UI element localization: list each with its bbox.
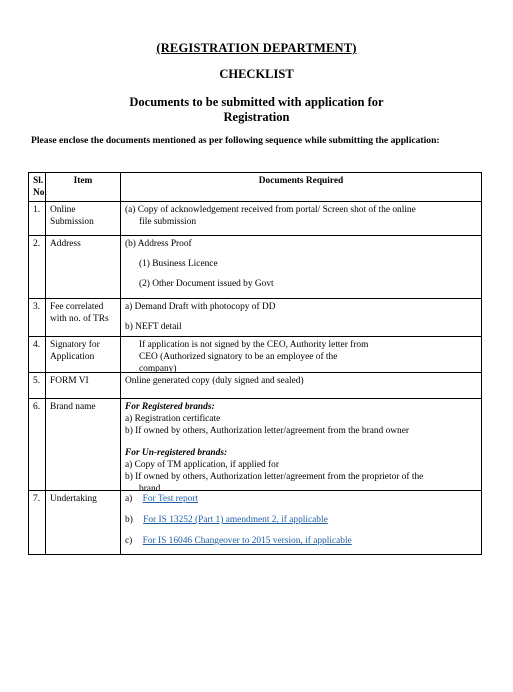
- row-item: Undertaking: [46, 491, 121, 555]
- document-line: b) NEFT detail: [125, 322, 182, 332]
- header-no-text: No.: [33, 188, 47, 198]
- row-sl: 1.: [29, 202, 46, 236]
- undertaking-item-a: [125, 493, 477, 505]
- row-item: Address: [46, 236, 121, 299]
- row-sl: 7.: [29, 491, 46, 555]
- row-sl: 2.: [29, 236, 46, 299]
- table-row: [29, 399, 482, 491]
- undertaking-item-b: [125, 514, 477, 526]
- item-line: Fee correlated: [50, 302, 104, 312]
- document-line: a) Demand Draft with photocopy of DD: [125, 302, 276, 312]
- header-documents-required: Documents Required: [121, 173, 482, 202]
- document-line: (2) Other Document issued by Govt: [139, 279, 274, 289]
- table-row: [29, 236, 482, 299]
- row-item: [46, 299, 121, 337]
- table-row: [29, 491, 482, 555]
- row-item: FORM VI: [46, 373, 121, 399]
- row-sl: 3.: [29, 299, 46, 337]
- header-item: Item: [46, 173, 121, 202]
- document-line: company): [139, 364, 177, 374]
- documents-title: [0, 95, 513, 125]
- row-documents: [121, 236, 482, 299]
- checklist-table: [28, 172, 482, 555]
- department-heading: (REGISTRATION DEPARTMENT): [156, 41, 357, 55]
- item-line: Application: [50, 352, 95, 362]
- table-row: [29, 373, 482, 399]
- item-line: Submission: [50, 217, 94, 227]
- documents-title-line2: Registration: [223, 110, 290, 124]
- document-line: file submission: [139, 217, 197, 227]
- item-line: Online: [50, 205, 76, 215]
- row-sl: 4.: [29, 337, 46, 373]
- row-documents: [121, 399, 482, 494]
- list-marker: c): [125, 536, 133, 546]
- row-item: [46, 337, 121, 373]
- unregistered-brands-heading: For Un-registered brands:: [125, 448, 228, 458]
- document-line: (1) Business Licence: [139, 259, 218, 269]
- document-line: b) If owned by others, Authorization letter/agreement from the brand owner: [125, 426, 410, 436]
- document-line: a) Copy of TM application, if applied for: [125, 460, 279, 470]
- documents-title-line1: Documents to be submitted with application for: [129, 95, 384, 109]
- header-sl-text: Sl.: [33, 176, 44, 186]
- row-documents: [121, 491, 482, 555]
- table-row: [29, 202, 482, 236]
- item-line: with no. of TRs: [50, 314, 109, 324]
- document-line: brand: [139, 484, 161, 494]
- item-line: Signatory for: [50, 340, 100, 350]
- row-sl: 5.: [29, 373, 46, 399]
- table-header-row: [29, 173, 482, 202]
- registered-brands-heading: For Registered brands:: [125, 402, 215, 412]
- document-line: CEO (Authorized signatory to be an employee of the: [139, 352, 338, 362]
- row-documents: Online generated copy (duly signed and sealed): [121, 373, 482, 399]
- list-marker: a): [125, 494, 133, 504]
- row-item: [46, 202, 121, 236]
- row-item: Brand name: [46, 399, 121, 491]
- table-row: [29, 299, 482, 337]
- list-marker: b): [125, 515, 133, 525]
- intro-instruction: Please enclose the documents mentioned as per following sequence while submitting the application:: [31, 135, 440, 146]
- checklist-heading: CHECKLIST: [219, 67, 294, 81]
- row-sl: 6.: [29, 399, 46, 491]
- is-13252-link[interactable]: For IS 13252 (Part 1) amendment 2, if applicable: [143, 515, 328, 525]
- test-report-link[interactable]: For Test report: [142, 494, 199, 504]
- table-row: [29, 337, 482, 373]
- document-line: (a) Copy of acknowledgement received from portal/ Screen shot of the online: [125, 205, 416, 215]
- row-documents: [121, 299, 482, 337]
- is-16046-link[interactable]: For IS 16046 Changeover to 2015 version, if applicable: [142, 536, 352, 546]
- row-documents: [121, 337, 482, 373]
- document-line: If application is not signed by the CEO, Authority letter from: [139, 340, 369, 350]
- undertaking-item-c: [125, 535, 477, 547]
- document-line: (b) Address Proof: [125, 239, 192, 249]
- document-line: a) Registration certificate: [125, 414, 221, 424]
- row-documents: [121, 202, 482, 236]
- document-line: b) If owned by others, Authorization letter/agreement from the proprietor of the: [125, 472, 424, 482]
- header-sl-no: [29, 173, 46, 202]
